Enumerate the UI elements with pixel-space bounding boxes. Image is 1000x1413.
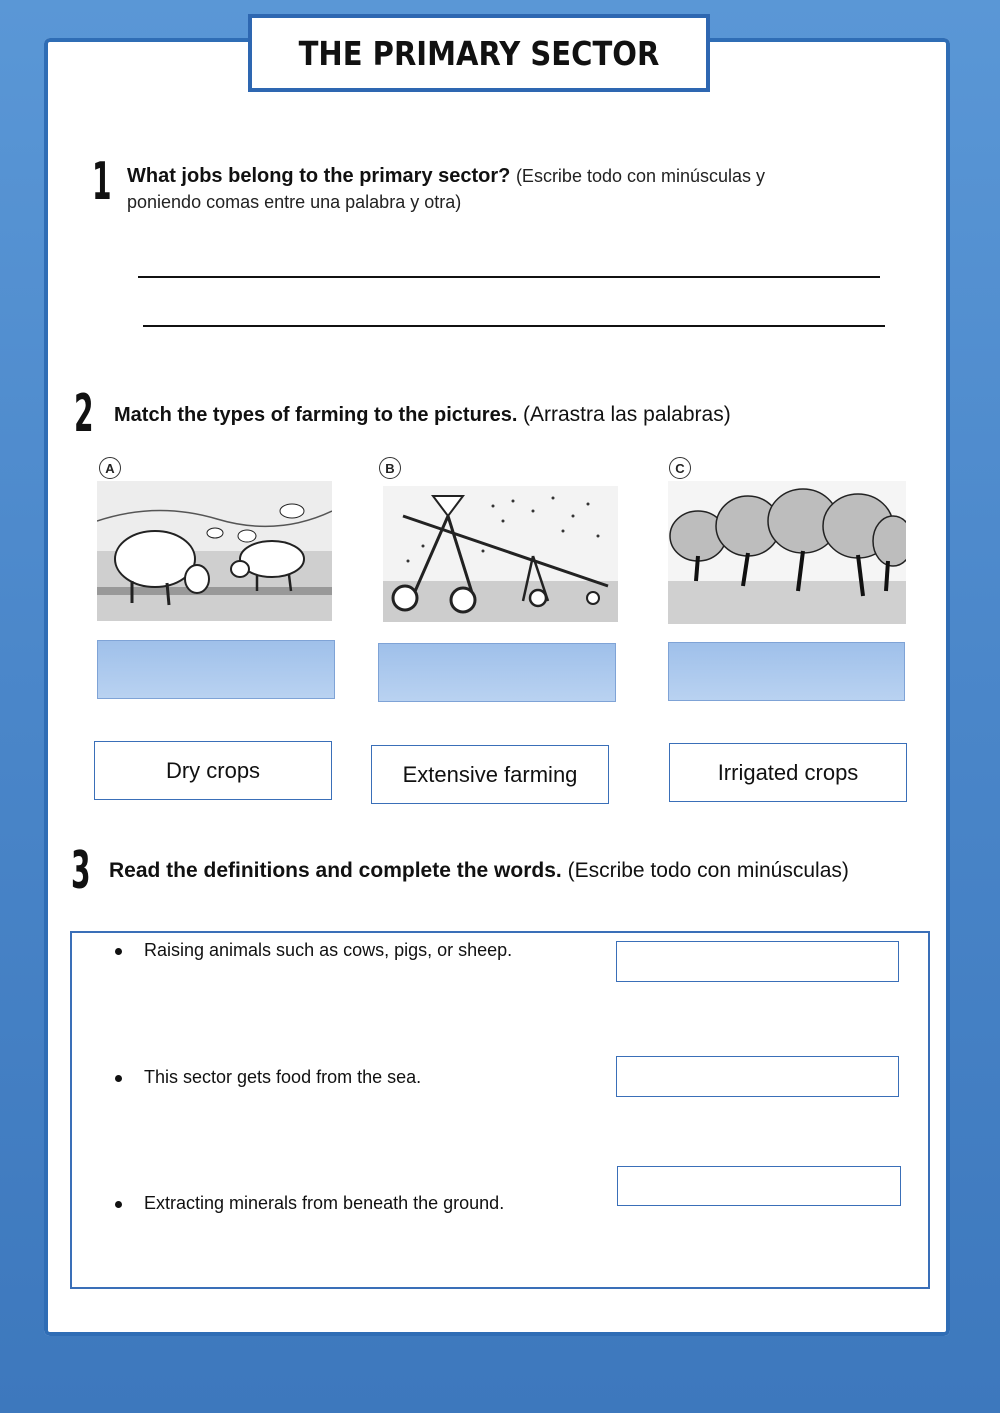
question-3-title: Read the definitions and complete the words. xyxy=(109,859,562,882)
definition-3: Extracting minerals from beneath the ground. xyxy=(144,1193,505,1213)
irrigation-sprinkler-illustration xyxy=(383,486,618,622)
question-1-prompt xyxy=(127,163,907,215)
question-3-prompt xyxy=(109,858,949,884)
definition-1: Raising animals such as cows, pigs, or sheep. xyxy=(144,940,513,960)
sheep-grazing-illustration xyxy=(97,481,332,621)
question-1-number: 1 xyxy=(92,152,112,212)
bullet xyxy=(115,948,122,955)
answer-input-2[interactable] xyxy=(616,1056,899,1097)
picture-letter-c: C xyxy=(669,457,691,479)
answer-input-1[interactable] xyxy=(616,941,899,982)
page-title: THE PRIMARY SECTOR xyxy=(298,33,660,73)
drop-zone-c[interactable] xyxy=(668,642,905,701)
answer-input-3[interactable] xyxy=(617,1166,901,1206)
bullet xyxy=(115,1075,122,1082)
question-1-hint-a: (Escribe todo con minúsculas y xyxy=(515,166,766,186)
drop-zone-a[interactable] xyxy=(97,640,335,699)
question-2-hint: (Arrastra las palabras) xyxy=(522,403,731,426)
question-2-number: 2 xyxy=(74,384,94,444)
draggable-word-dry-crops[interactable]: Dry crops xyxy=(94,741,332,800)
definition-2: This sector gets food from the sea. xyxy=(144,1067,422,1087)
olive-grove-illustration xyxy=(668,481,906,624)
question-3-hint: (Escribe todo con minúsculas) xyxy=(567,859,849,882)
draggable-word-irrigated-crops[interactable]: Irrigated crops xyxy=(669,743,907,802)
picture-letter-a: A xyxy=(99,457,121,479)
question-1-hint-b: poniendo comas entre una palabra y otra) xyxy=(127,192,462,212)
answer-line-2[interactable] xyxy=(143,325,885,327)
question-2-title: Match the types of farming to the pictures. xyxy=(114,404,518,426)
draggable-word-extensive-farming[interactable]: Extensive farming xyxy=(371,745,609,804)
bullet xyxy=(115,1201,122,1208)
drop-zone-b[interactable] xyxy=(378,643,616,702)
title-box xyxy=(248,14,710,92)
answer-line-1[interactable] xyxy=(138,276,880,278)
question-1-title: What jobs belong to the primary sector? xyxy=(127,165,511,187)
definitions-box xyxy=(70,931,930,1289)
question-3-number: 3 xyxy=(71,841,91,901)
picture-letter-b: B xyxy=(379,457,401,479)
question-2-prompt xyxy=(114,402,914,428)
